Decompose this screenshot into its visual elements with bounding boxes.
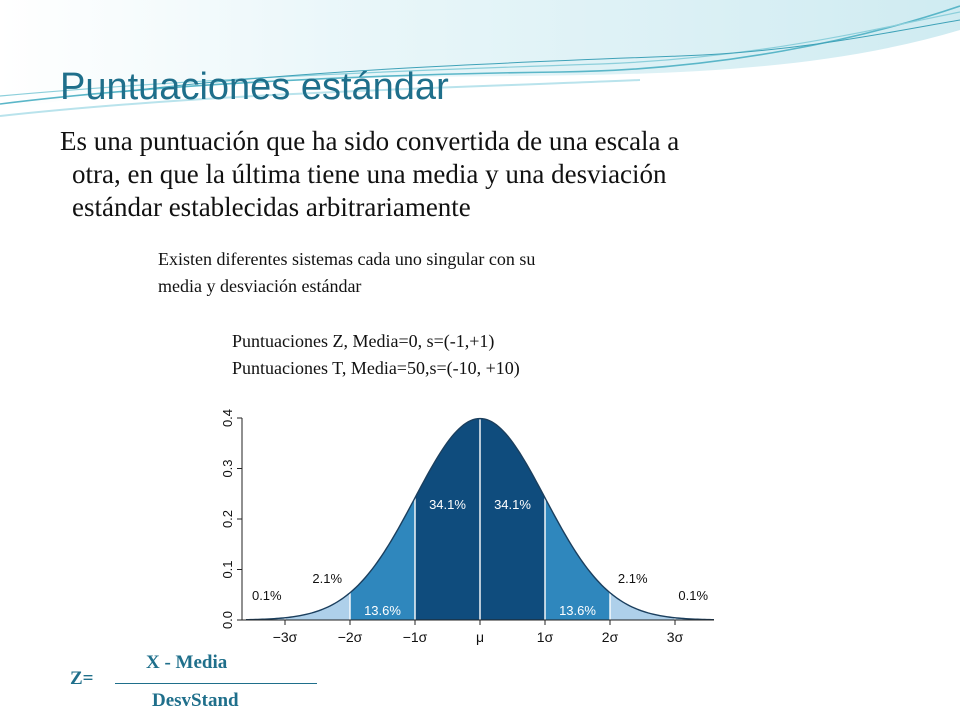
region-4 xyxy=(415,419,480,620)
definition-line-2: otra, en que la última tiene una media y una desviación xyxy=(72,159,667,189)
x-tick-label: −1σ xyxy=(402,629,428,645)
slide-title: Puntuaciones estándar xyxy=(60,66,449,108)
score-z-line: Puntuaciones Z, Media=0, s=(-1,+1) xyxy=(232,331,495,351)
definition-line-1: Es una puntuación que ha sido convertida de una escala a xyxy=(60,126,680,156)
y-tick-label: 0.2 xyxy=(220,509,235,529)
x-tick-label: 1σ xyxy=(536,629,554,645)
region-percent-label: 2.1% xyxy=(312,570,343,586)
region-percent-label: 13.6% xyxy=(364,602,401,618)
normal-distribution-chart xyxy=(214,408,724,656)
y-tick-label: 0.0 xyxy=(220,610,235,630)
y-tick-label: 0.4 xyxy=(220,408,235,428)
region-percent-label: 2.1% xyxy=(617,570,648,586)
x-tick-label: 3σ xyxy=(666,629,684,645)
x-tick-label: 2σ xyxy=(601,629,619,645)
header-wave-decoration xyxy=(0,0,960,130)
x-tick-label: μ xyxy=(475,629,485,645)
region-percent-label: 0.1% xyxy=(678,587,709,603)
formula-numerator: X - Media xyxy=(146,652,228,673)
x-tick-label: −3σ xyxy=(272,629,298,645)
region-percent-label: 13.6% xyxy=(559,602,596,618)
region-percent-label: 0.1% xyxy=(251,587,282,603)
formula-denominator: DesvStand xyxy=(152,690,239,711)
note-line-2: media y desviación estándar xyxy=(158,276,362,296)
score-t-line: Puntuaciones T, Media=50,s=(-10, +10) xyxy=(232,358,520,378)
region-percent-label: 34.1% xyxy=(494,496,531,512)
note-line-1: Existen diferentes sistemas cada uno singular con su xyxy=(158,249,536,269)
x-tick-label: −2σ xyxy=(337,629,363,645)
systems-note xyxy=(158,246,535,300)
region-percent-label: 34.1% xyxy=(429,496,466,512)
y-tick-label: 0.3 xyxy=(220,459,235,478)
definition-line-3: estándar establecidas arbitrariamente xyxy=(72,192,471,222)
formula-fraction-bar xyxy=(115,683,317,684)
region-5 xyxy=(480,419,545,620)
score-systems xyxy=(232,328,520,382)
y-tick-label: 0.1 xyxy=(220,560,235,579)
definition-text xyxy=(60,125,900,224)
formula-lhs: Z= xyxy=(70,668,94,689)
